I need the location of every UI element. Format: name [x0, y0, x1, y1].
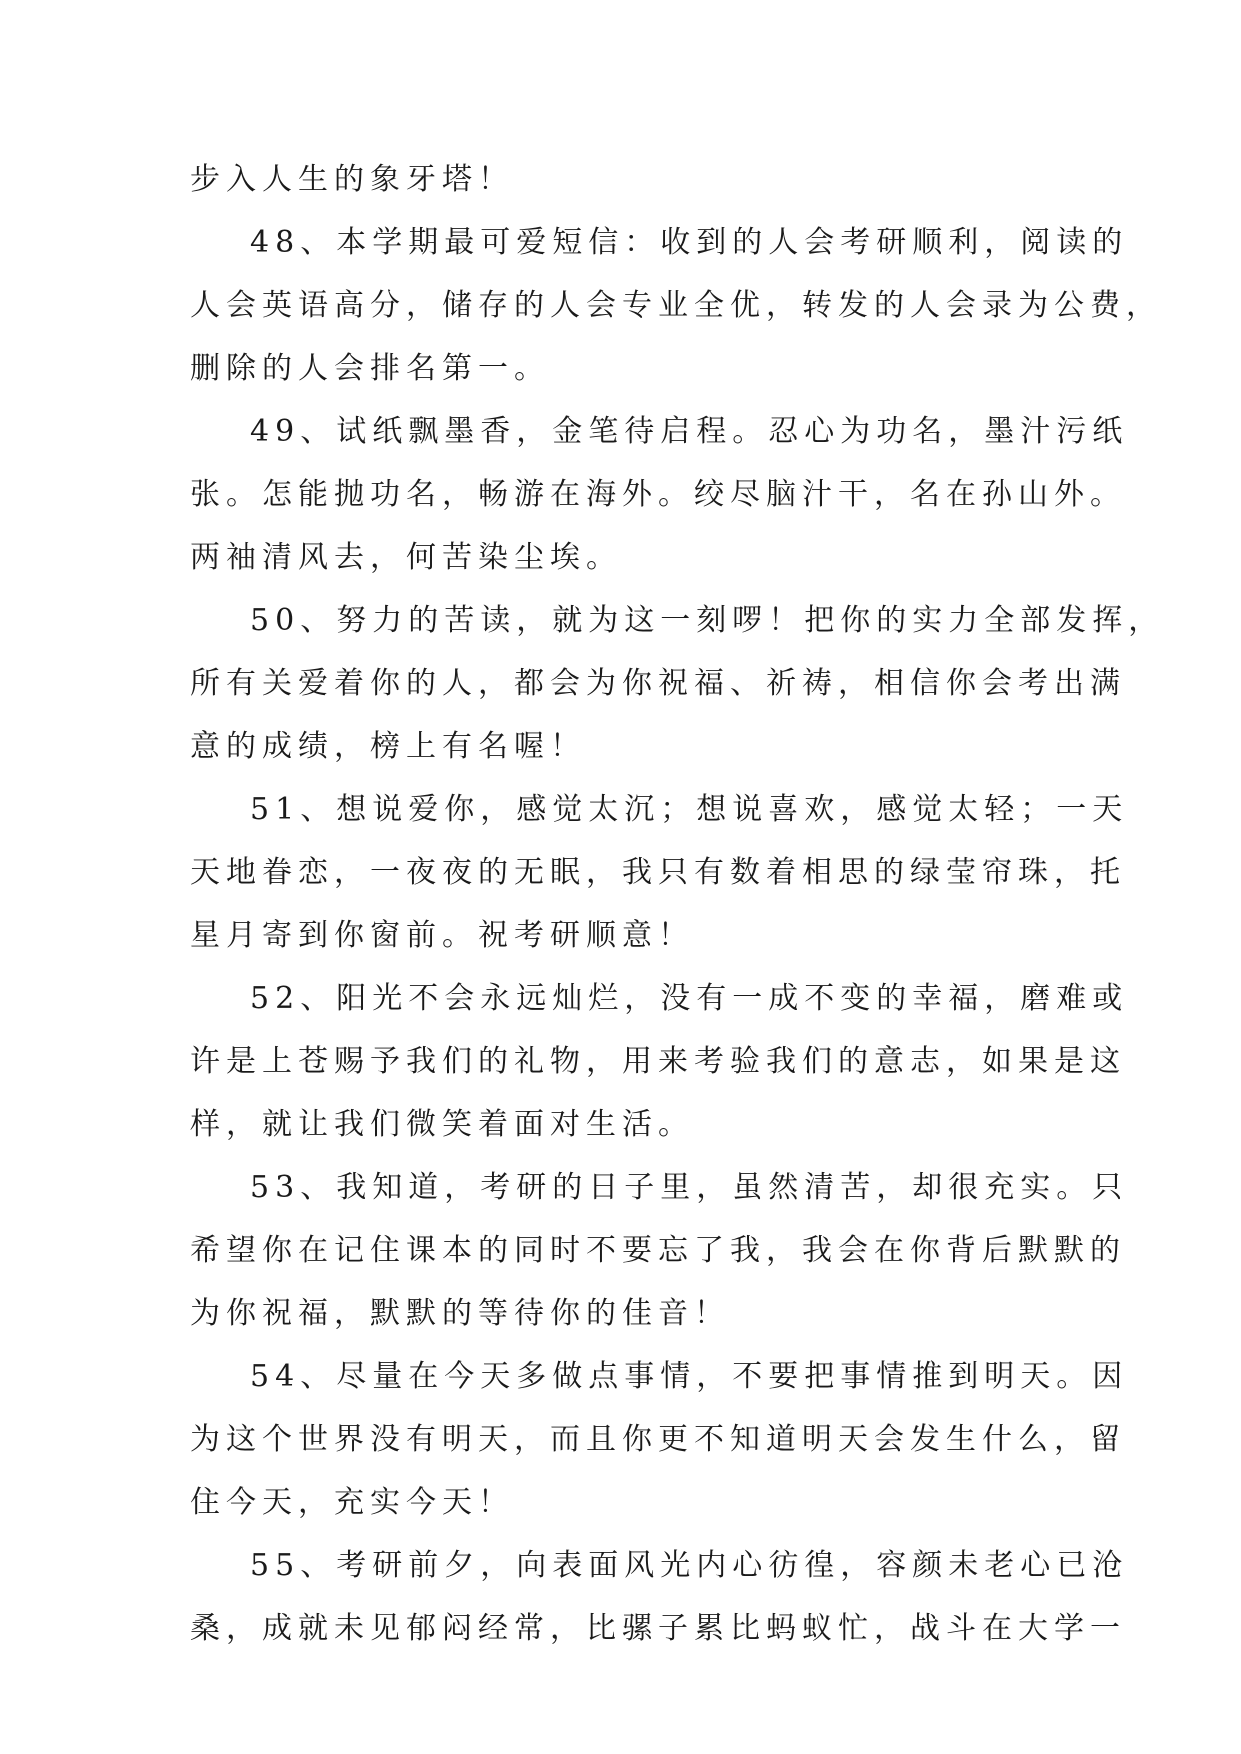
document-page: [190, 148, 1165, 1660]
text-line: 人 会 英 语 高 分 ， 储 存 的 人 会 专 业 全 优 ， 转 发 的 人 会 录 为 公 费 ，: [190, 288, 1162, 323]
text-line: 住今天，充实今天！: [190, 1485, 514, 1520]
text-line: 意的成绩，榜上有名喔！: [190, 729, 586, 764]
text-line: 5 2 、 阳 光 不 会 永 远 灿 烂 ， 没 有 一 成 不 变 的 幸 福 ， 磨 难 或: [250, 981, 1129, 1016]
text-line: 桑 ， 成 就 未 见 郁 闷 经 常 ， 比 骡 子 累 比 蚂 蚁 忙 ， 战 斗 在 大 学 一: [190, 1611, 1126, 1646]
text-line: 样，就让我们微笑着面对生活。: [190, 1107, 694, 1142]
text-line: 4 9 、 试 纸 飘 墨 香 ， 金 笔 待 启 程 。 忍 心 为 功 名 ， 墨 汁 污 纸: [250, 414, 1129, 449]
text-line: 为 这 个 世 界 没 有 明 天 ， 而 且 你 更 不 知 道 明 天 会 发 生 什 么 ， 留: [190, 1422, 1126, 1457]
text-line: 为你祝福，默默的等待你的佳音！: [190, 1296, 730, 1331]
text-line: 删除的人会排名第一。: [190, 351, 550, 386]
text-line: 5 5 、 考 研 前 夕 ， 向 表 面 风 光 内 心 彷 徨 ， 容 颜 未 老 心 已 沧: [250, 1548, 1129, 1583]
text-line: 两袖清风去，何苦染尘埃。: [190, 540, 622, 575]
text-line: 5 0 、 努 力 的 苦 读 ， 就 为 这 一 刻 啰 ！ 把 你 的 实 力 全 部 发 挥 ，: [250, 603, 1165, 638]
text-line: 星月寄到你窗前。祝考研顺意！: [190, 918, 694, 953]
text-line: 所 有 关 爱 着 你 的 人 ， 都 会 为 你 祝 福 、 祈 祷 ， 相 信 你 会 考 出 满: [190, 666, 1126, 701]
text-line: 希 望 你 在 记 住 课 本 的 同 时 不 要 忘 了 我 ， 我 会 在 你 背 后 默 默 的: [190, 1233, 1126, 1268]
text-line: 步入人生的象牙塔！: [190, 162, 514, 197]
text-line: 天 地 眷 恋 ， 一 夜 夜 的 无 眠 ， 我 只 有 数 着 相 思 的 绿 莹 帘 珠 ， 托: [190, 855, 1126, 890]
text-line: 5 4 、 尽 量 在 今 天 多 做 点 事 情 ， 不 要 把 事 情 推 到 明 天 。 因: [250, 1359, 1129, 1394]
text-line: 张 。 怎 能 抛 功 名 ， 畅 游 在 海 外 。 绞 尽 脑 汁 干 ， 名 在 孙 山 外 。: [190, 477, 1126, 512]
text-line: 4 8 、 本 学 期 最 可 爱 短 信 ： 收 到 的 人 会 考 研 顺 利 ， 阅 读 的: [250, 225, 1129, 260]
text-line: 5 3 、 我 知 道 ， 考 研 的 日 子 里 ， 虽 然 清 苦 ， 却 很 充 实 。 只: [250, 1170, 1129, 1205]
text-line: 许 是 上 苍 赐 予 我 们 的 礼 物 ， 用 来 考 验 我 们 的 意 志 ， 如 果 是 这: [190, 1044, 1126, 1079]
text-line: 5 1 、 想 说 爱 你 ， 感 觉 太 沉 ； 想 说 喜 欢 ， 感 觉 太 轻 ； 一 天: [250, 792, 1129, 827]
